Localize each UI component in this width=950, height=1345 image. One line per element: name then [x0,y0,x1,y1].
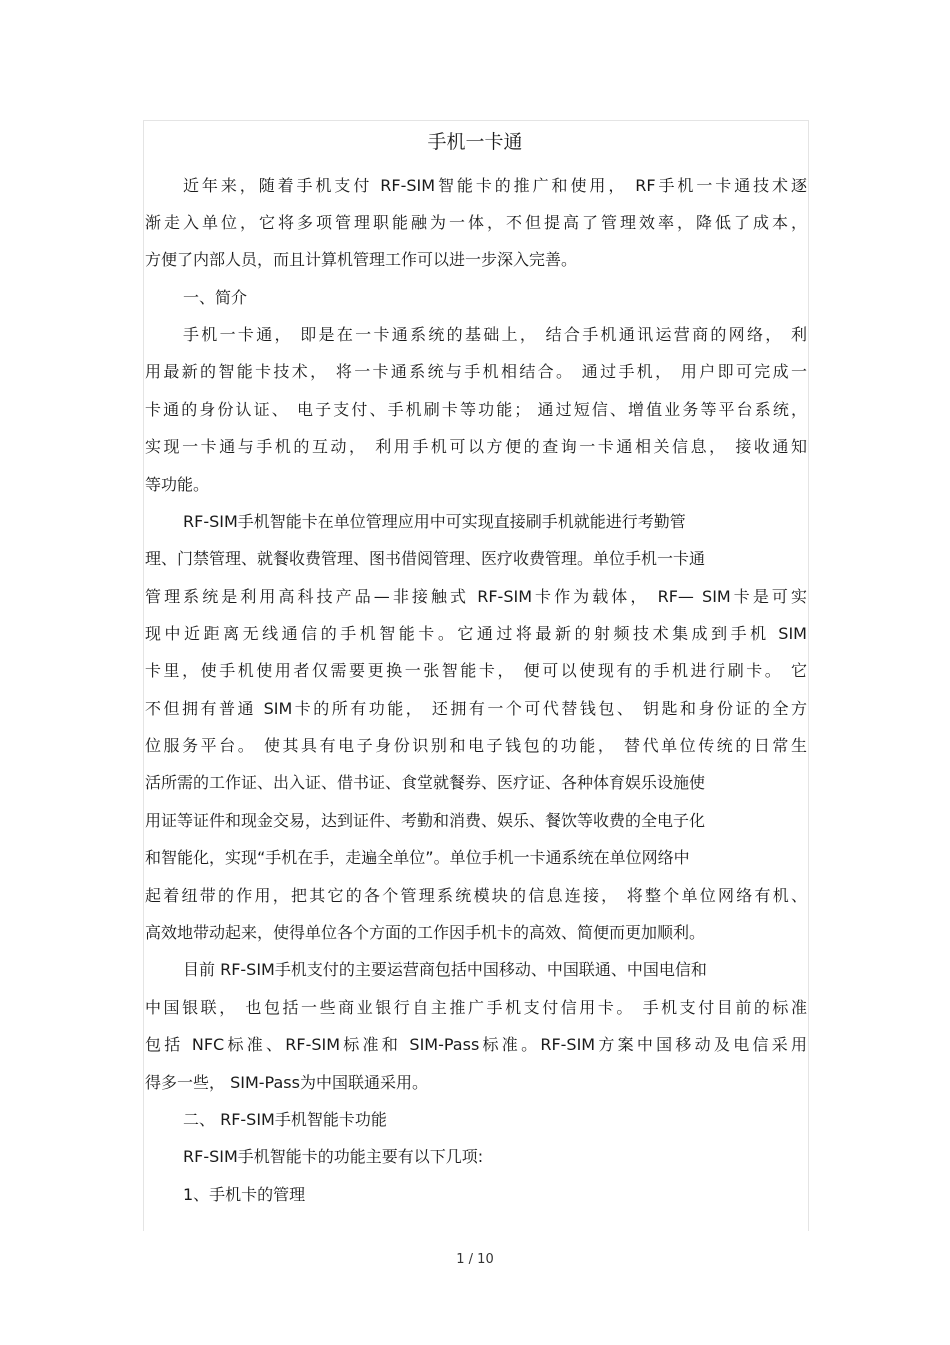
text-line: 中国银联， 也包括一些商业银行自主推广手机支付信用卡。 手机支付目前的标准 [145,998,807,1017]
section-heading: 一、简介 [183,288,248,307]
text-line: 渐走入单位，它将多项管理职能融为一体，不但提高了管理效率，降低了成本， [145,213,807,232]
text-line: 管理系统是利用高科技产品—非接触式 RF-SIM卡作为载体， RF— SIM卡是可实 [145,587,807,606]
page-number: 1 / 10 [456,1252,494,1267]
section-heading: 二、 RF-SIM手机智能卡功能 [183,1110,387,1129]
text-line: 目前 RF-SIM手机支付的主要运营商包括中国移动、中国联通、中国电信和 [183,960,707,979]
text-line: 活所需的工作证、出入证、借书证、食堂就餐券、医疗证、各种体育娱乐设施使 [145,773,706,792]
text-line: 卡通的身份认证、 电子支付、手机刷卡等功能； 通过短信、增值业务等平台系统， [145,400,807,419]
text-line: RF-SIM手机智能卡在单位管理应用中可实现直接刷手机就能进行考勤管 [183,512,686,531]
text-line: 理、门禁管理、就餐收费管理、图书借阅管理、医疗收费管理。单位手机一卡通 [145,549,706,568]
text-line: RF-SIM手机智能卡的功能主要有以下几项: [183,1147,484,1166]
text-line: 和智能化，实现“手机在手，走遍全单位”。单位手机一卡通系统在单位网络中 [145,848,690,867]
text-line: 包括 NFC标准、RF-SIM标准和 SIM-Pass标准。RF-SIM方案中国移动及电信采用 [145,1035,807,1054]
document-title: 手机一卡通 [427,131,523,153]
text-line: 不但拥有普通 SIM卡的所有功能， 还拥有一个可代替钱包、 钥匙和身份证的全方 [145,699,807,718]
text-line: 起着纽带的作用，把其它的各个管理系统模块的信息连接， 将整个单位网络有机、 [145,886,807,905]
text-line: 得多一些， SIM-Pass为中国联通采用。 [145,1073,428,1092]
subsection-heading: 1、手机卡的管理 [183,1185,306,1204]
text-line: 等功能。 [145,475,210,494]
text-line: 手机一卡通， 即是在一卡通系统的基础上， 结合手机通讯运营商的网络， 利 [183,325,807,344]
text-line: 卡里，使手机使用者仅需要更换一张智能卡， 便可以使现有的手机进行刷卡。 它 [145,661,807,680]
text-line: 用最新的智能卡技术， 将一卡通系统与手机相结合。 通过手机， 用户即可完成一 [145,362,807,381]
text-line: 近年来，随着手机支付 RF-SIM智能卡的推广和使用， RF手机一卡通技术逐 [183,176,807,195]
text-line: 高效地带动起来，使得单位各个方面的工作因手机卡的高效、简便而更加顺利。 [145,923,706,942]
text-line: 方便了内部人员，而且计算机管理工作可以进一步深入完善。 [145,250,578,269]
text-line: 用证等证件和现金交易，达到证件、考勤和消费、娱乐、餐饮等收费的全电子化 [145,811,706,830]
text-line: 实现一卡通与手机的互动， 利用手机可以方便的查询一卡通相关信息， 接收通知 [145,437,807,456]
text-line: 现中近距离无线通信的手机智能卡。它通过将最新的射频技术集成到手机 SIM [145,624,807,643]
text-line: 位服务平台。 使其具有电子身份识别和电子钱包的功能， 替代单位传统的日常生 [145,736,807,755]
